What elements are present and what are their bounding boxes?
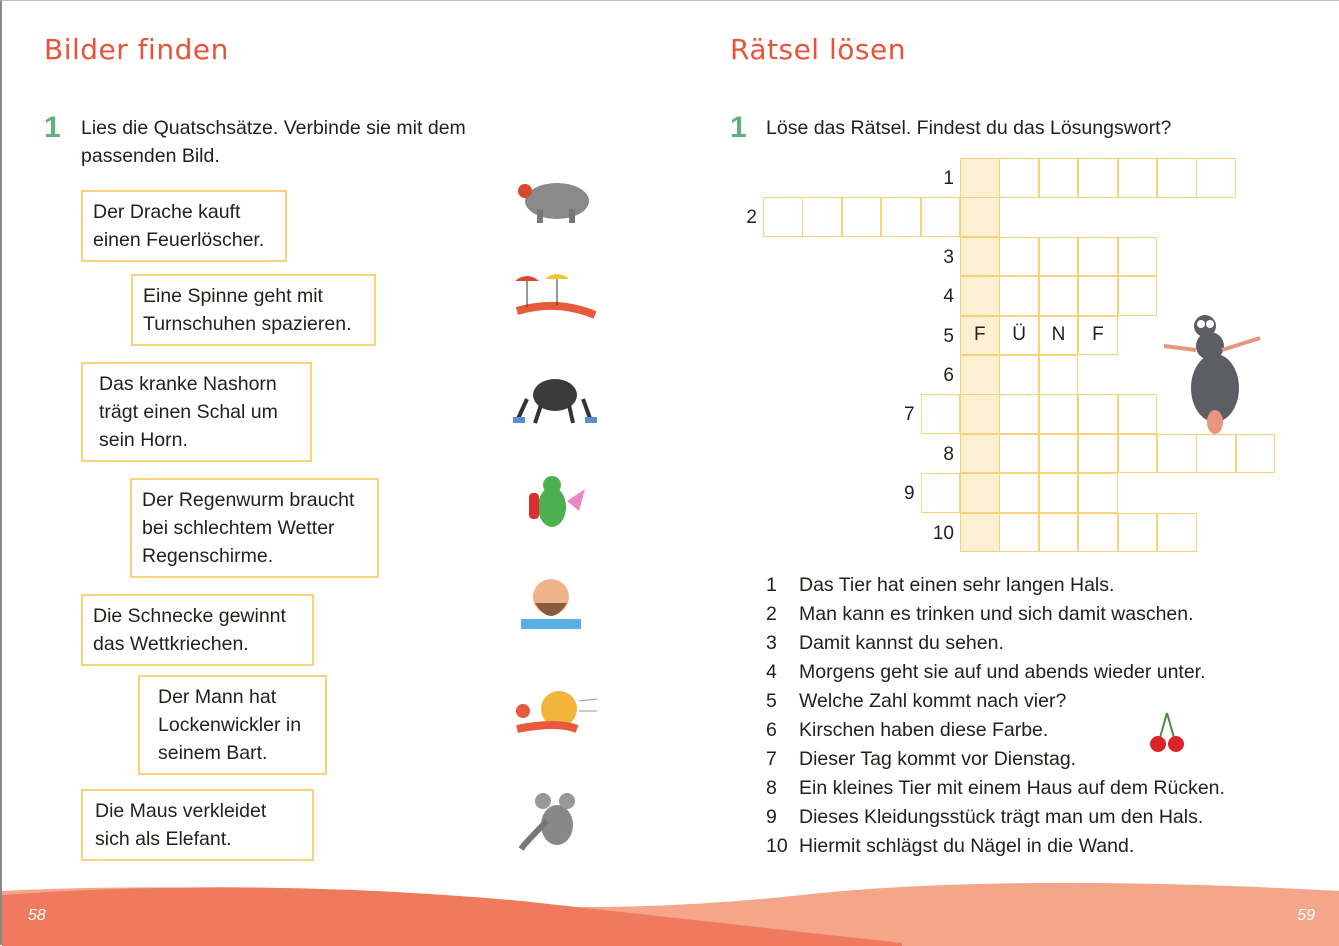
left-page-title: Bilder finden xyxy=(44,33,229,66)
clue-text: Morgens geht sie auf und abends wieder unter. xyxy=(799,661,1206,683)
crossword-cell[interactable] xyxy=(999,394,1039,434)
clue-text: Dieses Kleidungsstück trägt man um den Hals. xyxy=(799,806,1204,828)
clue-item xyxy=(766,661,1206,684)
page-number-left: 58 xyxy=(28,907,46,924)
crossword-row-number: 4 xyxy=(943,286,954,308)
rhino-picture[interactable] xyxy=(507,169,597,231)
clue-number: 1 xyxy=(766,574,777,596)
crossword-cell[interactable] xyxy=(1118,394,1158,434)
crossword-cell[interactable] xyxy=(1078,394,1118,434)
dragon-picture[interactable] xyxy=(507,471,597,533)
spider-picture[interactable] xyxy=(507,369,597,431)
crossword-row-number: 1 xyxy=(943,168,954,189)
solution-cell[interactable] xyxy=(960,237,1000,277)
sentence-box: Der Mann hat Lockenwickler in seinem Bart. xyxy=(138,675,327,775)
crossword-cell[interactable] xyxy=(921,394,961,434)
crossword-cell[interactable] xyxy=(999,158,1039,198)
instruction: Löse das Rätsel. Findest du das Lösungswort? xyxy=(766,117,1172,139)
crossword-row-number: 2 xyxy=(746,207,757,229)
clue-text: Dieser Tag kommt vor Dienstag. xyxy=(799,748,1077,770)
man-picture[interactable] xyxy=(507,571,597,633)
right-page-title: Rätsel lösen xyxy=(730,33,906,66)
clue-number: 10 xyxy=(766,835,788,857)
crossword-cell[interactable] xyxy=(1236,434,1276,474)
crossword-cell[interactable] xyxy=(763,197,803,237)
clue-item xyxy=(766,719,1048,742)
clue-text: Das Tier hat einen sehr langen Hals. xyxy=(799,574,1115,596)
clue-text: Kirschen haben diese Farbe. xyxy=(799,719,1049,741)
crossword-cell[interactable] xyxy=(1078,434,1118,474)
clue-number: 3 xyxy=(766,632,777,654)
crossword-cell[interactable] xyxy=(1118,276,1158,316)
crossword-cell[interactable] xyxy=(999,513,1039,553)
crossword-cell[interactable] xyxy=(1039,513,1079,553)
crossword-row-number: 6 xyxy=(943,365,954,386)
crossword-cell[interactable] xyxy=(999,276,1039,316)
clue-item xyxy=(766,777,1225,800)
sentence-box: Eine Spinne geht mit Turnschuhen spazieren. xyxy=(131,274,376,346)
exercise-number: 1 xyxy=(44,111,61,144)
clue-item xyxy=(766,690,1066,713)
beetle-picture xyxy=(1160,306,1270,436)
crossword-cell[interactable] xyxy=(881,197,921,237)
crossword-cell[interactable] xyxy=(1196,434,1236,474)
solution-cell[interactable] xyxy=(960,158,1000,198)
crossword-cell[interactable] xyxy=(1078,473,1118,513)
crossword-cell[interactable]: N xyxy=(1039,316,1079,356)
solution-cell[interactable] xyxy=(960,355,1000,395)
exercise-number: 1 xyxy=(730,111,747,144)
crossword-cell[interactable] xyxy=(1078,513,1118,553)
clue-number: 7 xyxy=(766,748,777,770)
crossword-cell[interactable] xyxy=(1039,394,1079,434)
mouse-picture[interactable] xyxy=(507,791,597,853)
crossword-cell[interactable] xyxy=(1039,355,1079,395)
crossword-cell[interactable] xyxy=(921,473,961,513)
sentence-box: Die Schnecke gewinnt das Wettkriechen. xyxy=(81,594,314,666)
crossword-cell[interactable] xyxy=(999,355,1039,395)
snail-picture[interactable] xyxy=(507,681,597,743)
clue-number: 8 xyxy=(766,777,777,799)
worm-picture[interactable] xyxy=(507,269,597,331)
crossword-cell[interactable] xyxy=(1078,158,1118,198)
page-number-right: 59 xyxy=(1297,907,1315,924)
sentence-box: Das kranke Nashorn trägt einen Schal um sein Horn. xyxy=(81,362,312,462)
solution-cell[interactable] xyxy=(960,434,1000,474)
crossword-cell[interactable] xyxy=(1157,158,1197,198)
clue-text: Hiermit schlägst du Nägel in die Wand. xyxy=(799,835,1135,857)
crossword-cell[interactable]: Ü xyxy=(999,316,1039,356)
crossword-cell[interactable] xyxy=(1118,513,1158,553)
crossword-cell[interactable] xyxy=(1039,473,1079,513)
crossword-cell[interactable] xyxy=(842,197,882,237)
crossword-row-number: 8 xyxy=(943,443,954,465)
clue-item xyxy=(766,748,1076,771)
footer-wave xyxy=(2,881,1339,946)
clue-text: Ein kleines Tier mit einem Haus auf dem Rücken. xyxy=(799,777,1225,799)
crossword-cell[interactable] xyxy=(802,197,842,237)
crossword-cell[interactable]: F xyxy=(1078,316,1118,356)
clue-item xyxy=(766,574,1114,597)
clue-number: 2 xyxy=(766,603,777,625)
clue-number: 5 xyxy=(766,690,777,712)
clue-number: 9 xyxy=(766,806,777,828)
crossword-cell[interactable] xyxy=(1196,158,1236,198)
clue-text: Damit kannst du sehen. xyxy=(799,632,1004,654)
clue-item xyxy=(766,835,1134,858)
solution-cell[interactable] xyxy=(960,197,1000,237)
crossword-cell[interactable] xyxy=(1118,434,1158,474)
clue-item xyxy=(766,603,1194,626)
instruction: Lies die Quatschsätze. Verbinde sie mit dem passenden Bild. xyxy=(81,117,466,167)
crossword-cell[interactable] xyxy=(1039,158,1079,198)
crossword-cell[interactable] xyxy=(1118,237,1158,277)
crossword-cell[interactable] xyxy=(921,197,961,237)
clue-text: Man kann es trinken und sich damit waschen. xyxy=(799,603,1194,625)
crossword-row-number: 5 xyxy=(943,325,954,347)
clue-number: 4 xyxy=(766,661,777,683)
solution-cell[interactable] xyxy=(960,394,1000,434)
solution-cell[interactable] xyxy=(960,276,1000,316)
crossword-cell[interactable] xyxy=(1118,158,1158,198)
crossword-cell[interactable] xyxy=(1157,513,1197,553)
clue-item xyxy=(766,806,1203,829)
crossword-cell[interactable] xyxy=(999,473,1039,513)
crossword-cell[interactable] xyxy=(999,237,1039,277)
clue-item xyxy=(766,632,1004,655)
crossword-cell[interactable] xyxy=(1039,237,1079,277)
clue-number: 6 xyxy=(766,719,777,741)
crossword-cell[interactable] xyxy=(1078,237,1118,277)
crossword-cell[interactable] xyxy=(1157,434,1197,474)
crossword-row-number: 3 xyxy=(943,246,954,268)
crossword-cell[interactable] xyxy=(999,434,1039,474)
crossword-cell[interactable] xyxy=(1039,434,1079,474)
solution-cell[interactable] xyxy=(960,513,1000,553)
sentence-box: Die Maus verkleidet sich als Elefant. xyxy=(81,789,314,861)
solution-cell[interactable]: F xyxy=(960,316,1000,356)
crossword-row-number: 7 xyxy=(904,404,915,426)
cherries-picture xyxy=(1147,711,1187,756)
sentence-box: Der Regenwurm braucht bei schlechtem Wetter Regenschirme. xyxy=(130,478,379,578)
sentence-box: Der Drache kauft einen Feuerlöscher. xyxy=(81,190,287,262)
crossword-row-number: 9 xyxy=(904,483,915,505)
solution-cell[interactable] xyxy=(960,473,1000,513)
crossword-cell[interactable] xyxy=(1078,276,1118,316)
crossword-row-number: 10 xyxy=(932,522,954,544)
crossword-cell[interactable] xyxy=(1039,276,1079,316)
clue-text: Welche Zahl kommt nach vier? xyxy=(799,690,1067,712)
